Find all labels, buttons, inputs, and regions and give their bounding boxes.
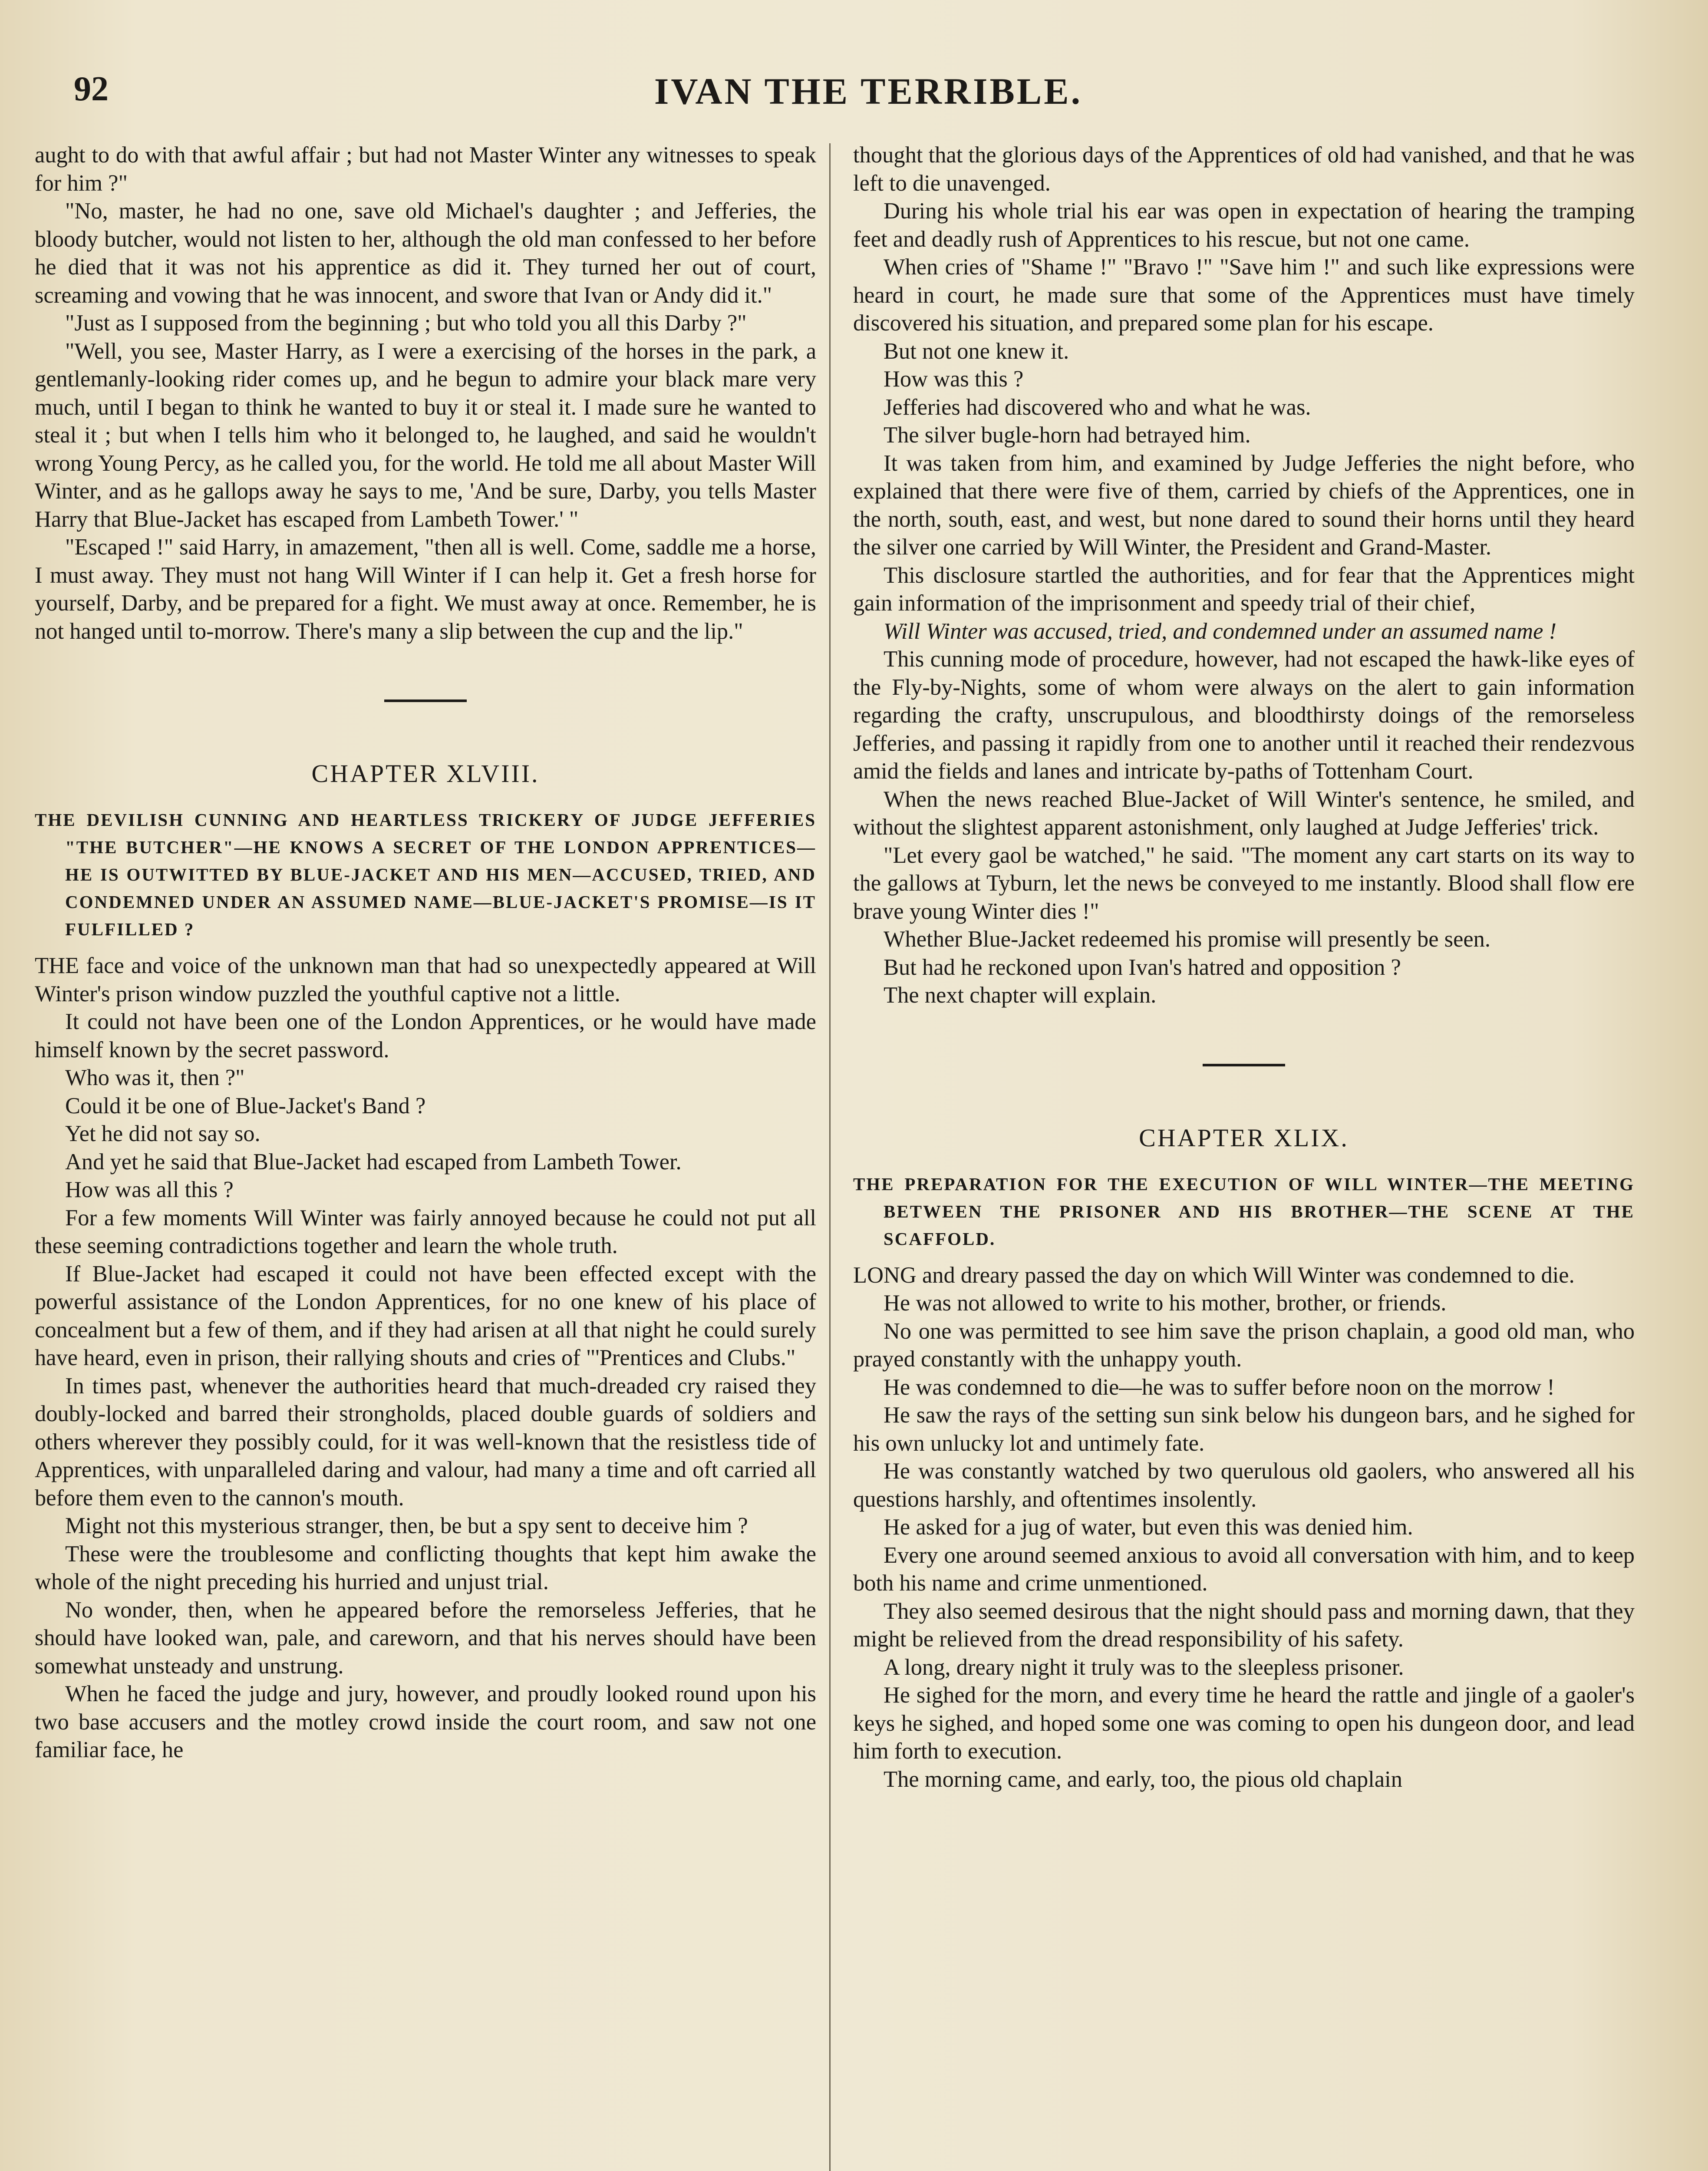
paragraph: "Let every gaol be watched," he said. "The moment any cart starts on its way to the gallows at Tyburn, let the news be conveyed to me instantly. Blood shall flow ere brave young Winter dies !": [853, 842, 1635, 924]
paragraph: A long, dreary night it truly was to the sleepless prisoner.: [884, 1654, 1404, 1680]
paragraph: How was this ?: [884, 366, 1024, 392]
paragraph: Every one around seemed anxious to avoid all conversation with him, and to keep both his name and crime unmentioned.: [853, 1542, 1635, 1596]
paragraph: In times past, whenever the authorities heard that much-dreaded cry raised they doubly-locked and barred their strongholds, placed double guards of soldiers and others wherever they possibly could, for it was well-known that the resistless tide of Apprentices, with unparalleled daring and valour, had many a time and oft carried all before them even to the cannon's mouth.: [35, 1373, 816, 1511]
paragraph: These were the troublesome and conflicting thoughts that kept him awake the whole of the night preceding his hurried and unjust trial.: [35, 1541, 816, 1594]
paragraph: When cries of "Shame !" "Bravo !" "Save him !" and such like expressions were heard in court, he made sure that some of the Apprentices must have timely discovered his situation, and prepared some plan for his escape.: [853, 254, 1635, 336]
section-divider: [384, 699, 467, 702]
paragraph: When he faced the judge and jury, however, and proudly looked round upon his two base accusers and the motley crowd inside the court room, and saw not one familiar face, he: [35, 1681, 816, 1762]
paragraph: Whether Blue-Jacket redeemed his promise will presently be seen.: [884, 927, 1491, 952]
paragraph: He asked for a jug of water, but even this was denied him.: [884, 1514, 1413, 1540]
paragraph: He was constantly watched by two querulous old gaolers, who answered all his questions harshly, and oftentimes insolently.: [853, 1458, 1635, 1512]
paragraph: He saw the rays of the setting sun sink below his dungeon bars, and he sighed for his own unlucky lot and untimely fate.: [853, 1402, 1635, 1456]
paragraph: But had he reckoned upon Ivan's hatred and opposition ?: [884, 954, 1401, 980]
paragraph: Jefferies had discovered who and what he was.: [884, 394, 1311, 420]
right-column: [853, 141, 1635, 2171]
paragraph: Yet he did not say so.: [65, 1121, 260, 1146]
chapter-opening-paragraph: LONG and dreary passed the day on which Will Winter was condemned to die.: [853, 1262, 1575, 1288]
paragraph: It was taken from him, and examined by Judge Jefferies the night before, who explained that there were five of them, carried by chiefs of the Apprentices, one in the north, south, east, and west, but none dared to sound their horns until they heard the silver one carried by Will Winter, the President and Grand-Master.: [853, 450, 1635, 560]
running-title: IVAN THE TERRIBLE.: [654, 70, 1083, 112]
left-column: [35, 141, 816, 2171]
paragraph: During his whole trial his ear was open in expectation of hearing the tramping feet and deadly rush of Apprentices to his rescue, but not one came.: [853, 198, 1635, 252]
paragraph: No wonder, then, when he appeared before the remorseless Jefferies, that he should have looked wan, pale, and careworn, and that his nerves should have been somewhat unsteady and unstrung.: [35, 1597, 816, 1679]
paragraph: The next chapter will explain.: [884, 983, 1157, 1008]
chapter-synopsis: THE PREPARATION FOR THE EXECUTION OF WILL WINTER—THE MEETING BETWEEN THE PRISONER AND HIS BROTHER—THE SCENE AT THE SCAFFOLD.: [853, 1174, 1635, 1249]
paragraph: This disclosure startled the authorities, and for fear that the Apprentices might gain information of the imprisonment and speedy trial of their chief,: [853, 562, 1635, 616]
paragraph: How was all this ?: [65, 1177, 234, 1202]
paragraph: When the news reached Blue-Jacket of Will Winter's sentence, he smiled, and without the slightest apparent astonishment, only laughed at Judge Jefferies' trick.: [853, 786, 1635, 840]
paragraph: The morning came, and early, too, the pious old chaplain: [884, 1766, 1402, 1792]
paragraph: If Blue-Jacket had escaped it could not have been effected except with the powerful assistance of the London Apprentices, for no one knew of his place of concealment but a few of them, and if they had arisen at all that night he could surely have heard, even in prison, their rallying shouts and cries of "'Prentices and Clubs.": [35, 1261, 816, 1370]
column-divider: [829, 143, 831, 2171]
paragraph: He was condemned to die—he was to suffer before noon on the morrow !: [884, 1374, 1555, 1400]
paragraph: But not one knew it.: [884, 338, 1069, 364]
paragraph: And yet he said that Blue-Jacket had escaped from Lambeth Tower.: [65, 1149, 682, 1175]
paragraph: thought that the glorious days of the Apprentices of old had vanished, and that he was left to die unavenged.: [853, 142, 1635, 196]
paragraph: He was not allowed to write to his mother, brother, or friends.: [884, 1290, 1447, 1316]
paragraph: "No, master, he had no one, save old Michael's daughter ; and Jefferies, the bloody butcher, would not listen to her, although the old man confessed to her before he died that it was not his apprentice as did it. They turned her out of court, screaming and vowing that he was innocent, and swore that Ivan or Andy did it.": [35, 198, 816, 308]
page-header: [0, 69, 1708, 122]
paragraph: "Just as I supposed from the beginning ; but who told you all this Darby ?": [65, 310, 747, 336]
chapter-synopsis: THE DEVILISH CUNNING AND HEARTLESS TRICKERY OF JUDGE JEFFERIES "THE BUTCHER"—HE KNOWS A SECRET OF THE LONDON APPRENTICES—HE IS OUTWITTED BY BLUE-JACKET AND HIS MEN—ACCUSED, TRIED, AND CONDEMNED UNDER AN ASSUMED NAME—BLUE-JACKET'S PROMISE—IS IT FULFILLED ?: [35, 810, 816, 939]
paragraph: For a few moments Will Winter was fairly annoyed because he could not put all these seeming contradictions together and learn the whole truth.: [35, 1205, 816, 1258]
paragraph: This cunning mode of procedure, however, had not escaped the hawk-like eyes of the Fly-by-Nights, some of whom were always on the alert to gain information regarding the crafty, unscrupulous, and bloodthirsty doings of the remorseless Jefferies, and passing it rapidly from one to another until it reached their rendezvous amid the fields and lanes and intricate by-paths of Tottenham Court.: [853, 647, 1635, 784]
paragraph: "Escaped !" said Harry, in amazement, "then all is well. Come, saddle me a horse, I must away. They must not hang Will Winter if I can help it. Get a fresh horse for yourself, Darby, and be prepared for a fight. We must away at once. Remember, he is not hanged until to-morrow. There's many a slip between the cup and the lip.": [35, 535, 816, 644]
paragraph: No one was permitted to see him save the prison chaplain, a good old man, who prayed constantly with the unhappy youth.: [853, 1318, 1635, 1372]
section-divider: [1203, 1064, 1285, 1066]
paragraph: Who was it, then ?": [65, 1065, 245, 1090]
paragraph: The silver bugle-horn had betrayed him.: [884, 422, 1251, 448]
paragraph: Could it be one of Blue-Jacket's Band ?: [65, 1093, 426, 1118]
italic-paragraph: Will Winter was accused, tried, and condemned under an assumed name !: [884, 618, 1556, 644]
paragraph: aught to do with that awful affair ; but had not Master Winter any witnesses to speak for him ?": [35, 142, 816, 196]
page-number: 92: [74, 70, 109, 108]
paragraph: Might not this mysterious stranger, then, be but a spy sent to deceive him ?: [65, 1513, 748, 1538]
chapter-heading: CHAPTER XLVIII.: [311, 759, 540, 788]
paragraph: He sighed for the morn, and every time he heard the rattle and jingle of a gaoler's keys he sighed, and hoped some one was coming to open his dungeon door, and lead him forth to execution.: [853, 1683, 1635, 1764]
paragraph: It could not have been one of the London Apprentices, or he would have made himself known by the secret password.: [35, 1009, 816, 1062]
chapter-opening-paragraph: THE face and voice of the unknown man that had so unexpectedly appeared at Will Winter's prison window puzzled the youthful captive not a little.: [35, 953, 816, 1006]
paragraph: "Well, you see, Master Harry, as I were a exercising of the horses in the park, a gentlemanly-looking rider comes up, and he begun to admire your black mare very much, until I began to think he wanted to buy it or steal it. I made sure he wanted to steal it ; but when I tells him who it belonged to, he laughed, and said he wouldn't wrong Young Percy, as he called you, for the world. He told me all about Master Will Winter, and as he gallops away he says to me, 'And be sure, Darby, you tells Master Harry that Blue-Jacket has escaped from Lambeth Tower.' ": [35, 338, 816, 532]
paragraph: They also seemed desirous that the night should pass and morning dawn, that they might be relieved from the dread responsibility of his safety.: [853, 1598, 1635, 1652]
chapter-heading: CHAPTER XLIX.: [1139, 1123, 1349, 1152]
